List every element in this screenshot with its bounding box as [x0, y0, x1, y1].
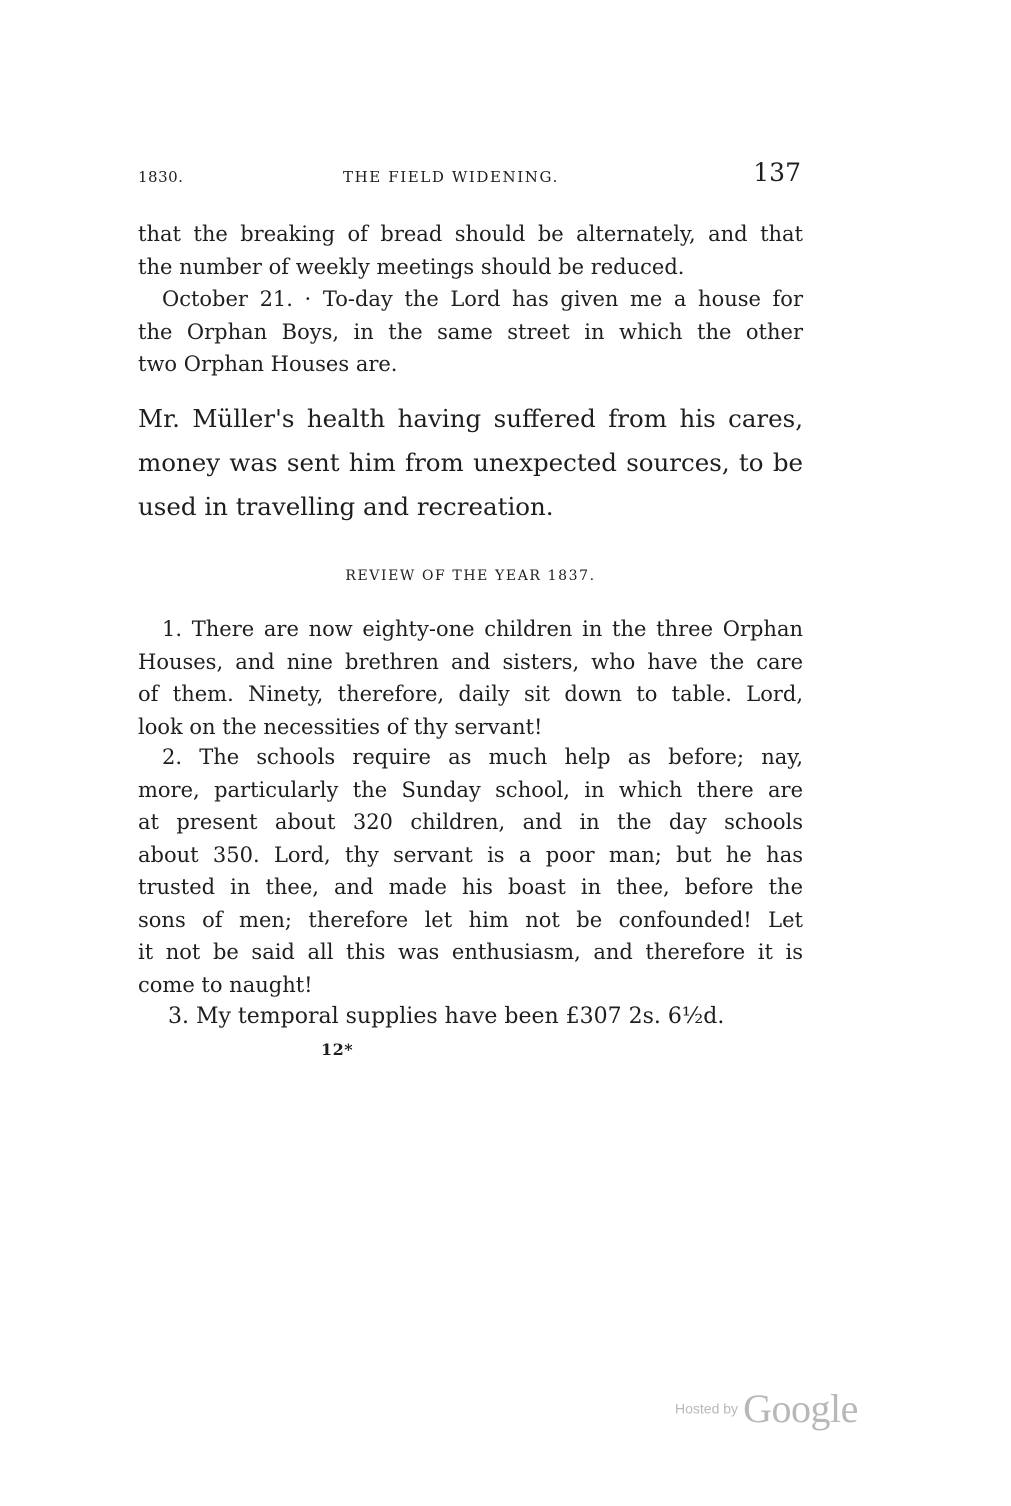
text-line: more, particularly the Sunday school, in which there are — [138, 777, 803, 802]
editorial-note — [138, 397, 803, 529]
google-logo: Google — [743, 1386, 858, 1431]
text-line: the Orphan Boys, in the same street in which the other — [138, 319, 803, 344]
text-line: it not be said all this was enthusiasm, and therefore it is — [138, 940, 803, 964]
text-line: Houses, and nine brethren and sisters, who have the care — [138, 649, 803, 674]
text-line: look on the necessities of thy servant! — [138, 714, 543, 739]
text-line: October 21. · To-day the Lord has given me a house for — [162, 287, 803, 311]
text-line: sons of men; therefore let him not be confounded! Let — [138, 907, 803, 932]
text-line: 1. There are now eighty-one children in the three Orphan — [162, 617, 803, 641]
review-item-1 — [138, 613, 803, 743]
page-number: 137 — [753, 158, 801, 187]
running-head — [138, 160, 803, 200]
text-line: the number of weekly meetings should be reduced. — [138, 254, 685, 279]
text-line: about 350. Lord, thy servant is a poor man; but he has — [138, 842, 803, 867]
running-head-title: THE FIELD WIDENING. — [343, 168, 559, 186]
section-heading: REVIEW OF THE YEAR 1837. — [345, 568, 596, 584]
review-item-3: 3. My temporal supplies have been £307 2s. 6½d. — [168, 1004, 725, 1029]
text-line: that the breaking of bread should be alternately, and that — [138, 222, 803, 246]
text-line: trusted in thee, and made his boast in thee, before the — [138, 875, 803, 899]
text-line: 2. The schools require as much help as before; nay, — [162, 745, 803, 769]
text-line: at present about 320 children, and in the day schools — [138, 810, 803, 834]
review-item-2 — [138, 741, 803, 1001]
note-line: used in travelling and recreation. — [138, 492, 554, 521]
text-line: of them. Ninety, therefore, daily sit down to table. Lord, — [138, 682, 803, 706]
watermark-hosted-by: Hosted by — [675, 1400, 739, 1417]
note-line: money was sent him from unexpected sources, to be — [138, 448, 803, 477]
text-line: come to naught! — [138, 972, 313, 997]
google-watermark — [675, 1385, 890, 1445]
paragraph-october-21 — [138, 283, 803, 381]
paragraph-continuation — [138, 218, 803, 283]
note-line: Mr. Müller's health having suffered from his cares, — [138, 404, 803, 433]
text-line: two Orphan Houses are. — [138, 352, 398, 376]
signature-mark: 12* — [321, 1040, 354, 1059]
running-head-year: 1830. — [138, 168, 184, 186]
